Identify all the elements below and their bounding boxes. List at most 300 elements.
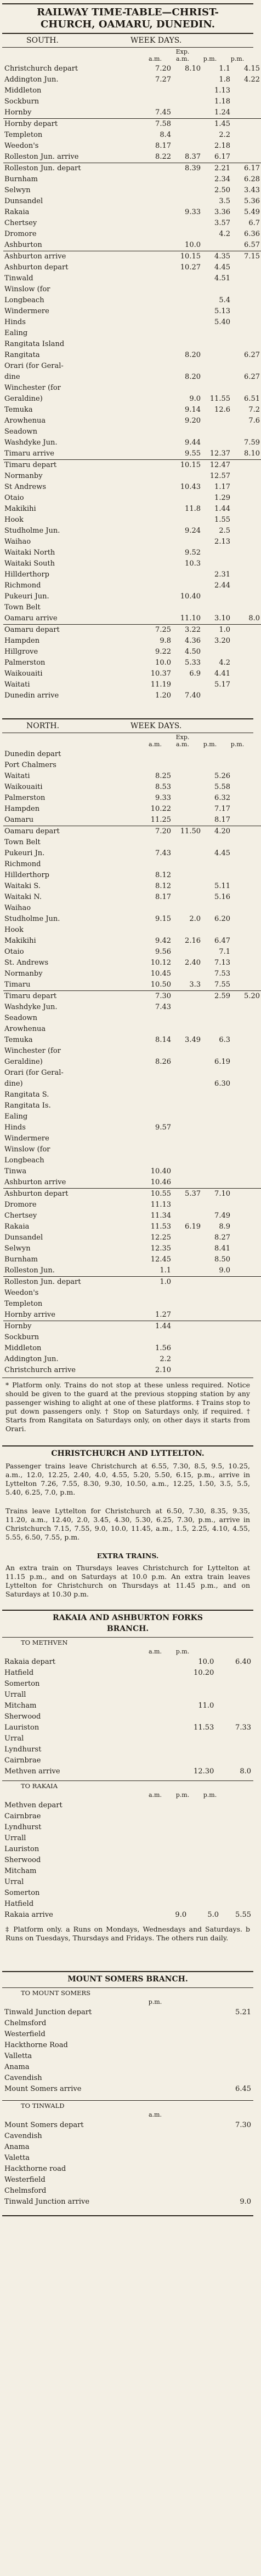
station-name: Valetta [4, 2154, 30, 2162]
departure-time [172, 229, 202, 240]
departure-time [220, 1844, 252, 1855]
departure-time [231, 383, 261, 394]
station-name: Lauriston [4, 1845, 39, 1853]
departure-time [231, 493, 261, 504]
station-name: Longbeach [4, 1156, 44, 1165]
departure-time: 10.15 [172, 460, 202, 471]
departure-time [143, 1100, 172, 1111]
departure-time [231, 647, 261, 658]
station-name: Arowhenua [4, 417, 46, 425]
departure-time [202, 1155, 231, 1166]
lyttelton-top-rule [2, 1445, 253, 1447]
table-row [3, 760, 261, 771]
departure-time [172, 1354, 202, 1365]
methven-column-headers [141, 1648, 251, 1657]
table-row [3, 64, 261, 74]
station-name: Winslow (for [4, 285, 50, 293]
departure-time [202, 1277, 231, 1288]
departure-time [155, 1844, 188, 1855]
departure-time [172, 107, 202, 119]
departure-time [231, 471, 261, 482]
departure-time [231, 881, 261, 892]
departure-time [220, 1877, 252, 1888]
departure-time: 11.34 [150, 1212, 171, 1220]
lyttelton-para-2: Trains leave Lyttelton for Christchurch at 6.50, 7.30, 8.35, 9.35, 11.20, a.m., 12.40, 2.0, 3.45, 4.30, 5.30, 6.25, 7.30, p.m., arrive in Christchurch 7.15, 7.55, 9.0, 10.0, 11.45, a.m., 1.5, 2.25, 4.10, 4.55, 5.55, 6.50, 7.55, p.m. [5, 1507, 250, 1541]
departure-time: 6.51 [244, 395, 260, 403]
table-row [3, 1155, 261, 1166]
table-row [3, 837, 261, 848]
station-name: Oamaru depart [3, 826, 143, 838]
table-row [3, 85, 261, 96]
station-name: Templeton [4, 131, 43, 139]
departure-time [202, 1177, 231, 1189]
departure-time [172, 771, 202, 782]
station-name: Geraldine) [4, 1058, 43, 1066]
departure-time [202, 1090, 231, 1100]
departure-time [202, 760, 231, 771]
departure-time: 10.0 [155, 659, 171, 667]
station-name: Middleton [4, 1344, 42, 1352]
station-name: Waitaki South [4, 560, 55, 568]
table-row [3, 163, 261, 175]
departure-time [143, 339, 172, 350]
rakaia-title-1: RAKAIA AND ASHBURTON FORKS [53, 1613, 203, 1622]
station-name: Hornby [4, 108, 32, 117]
departure-time [172, 1177, 202, 1189]
station-name: Cairnbrae [4, 1812, 41, 1820]
departure-time: 11.53 [150, 1223, 171, 1231]
table-row [3, 427, 261, 437]
station-name: Otaio [4, 948, 24, 956]
departure-time: 2.2 [219, 131, 230, 139]
departure-time: 9.33 [155, 794, 171, 802]
departure-time [202, 339, 231, 350]
departure-time [231, 591, 261, 602]
station-name: Rolleston Jun. depart [3, 163, 143, 175]
table-row [3, 2164, 252, 2175]
station-name: Dromore [4, 230, 37, 238]
departure-time: 11.25 [150, 816, 171, 824]
departure-time: 6.40 [235, 1658, 251, 1666]
departure-time: 11.19 [150, 681, 171, 689]
station-name: Hampden [4, 805, 40, 813]
departure-time [202, 1122, 231, 1133]
departure-time [231, 1155, 261, 1166]
departure-time [143, 361, 172, 372]
station-name: Temuka [4, 1036, 33, 1044]
station-name: Studholme Jun. [4, 915, 60, 923]
departure-time: 9.44 [185, 439, 201, 447]
departure-time [172, 1144, 202, 1155]
departure-time [215, 1679, 252, 1690]
departure-time [143, 1155, 172, 1166]
table-row [3, 870, 261, 881]
table-row [3, 1668, 252, 1679]
departure-time: 9.55 [185, 449, 201, 458]
departure-time: 11.55 [209, 395, 230, 403]
departure-time [231, 958, 261, 969]
table-row [3, 1833, 252, 1844]
departure-time [188, 1844, 220, 1855]
departure-time [172, 328, 202, 339]
station-name: Timaru arrive [4, 449, 54, 458]
departure-time [208, 2029, 252, 2040]
departure-time [143, 1013, 172, 1024]
station-name: Pukeuri Jn. [4, 849, 45, 857]
departure-time: 8.41 [214, 1244, 230, 1253]
tinwald-column-header [141, 2111, 251, 2120]
station-name: Cavendish [4, 2074, 42, 2082]
departure-time [231, 1254, 261, 1265]
table-row [3, 1002, 261, 1013]
departure-time: 5.40 [214, 318, 230, 326]
departure-time: 8.39 [172, 163, 202, 175]
departure-time: 7.58 [143, 119, 172, 130]
departure-time: 9.57 [155, 1123, 171, 1132]
departure-time [188, 1888, 220, 1899]
departure-time: 3.36 [214, 208, 230, 216]
departure-time [231, 548, 261, 558]
departure-time [172, 1166, 202, 1177]
departure-time: 5.21 [235, 2008, 251, 2016]
table-row [3, 991, 261, 1002]
departure-time [143, 427, 172, 437]
departure-time [143, 383, 172, 394]
station-name: St Andrews [4, 483, 47, 491]
station-name: St. Andrews [4, 959, 49, 967]
departure-time [202, 1166, 231, 1177]
departure-time: 4.50 [185, 648, 201, 656]
title-rule [2, 33, 253, 34]
departure-time [188, 1822, 220, 1833]
station-name: Lyndhurst [4, 1745, 42, 1754]
departure-time [231, 749, 261, 760]
departure-time [143, 96, 172, 107]
table-row [3, 1866, 252, 1877]
departure-time [143, 229, 172, 240]
table-row [3, 526, 261, 537]
departure-time [202, 437, 231, 448]
departure-time: 10.22 [150, 805, 171, 813]
departure-time [143, 1068, 172, 1079]
station-name: dine) [4, 1080, 23, 1088]
departure-time: 11.8 [185, 505, 201, 513]
departure-time: 8.17 [155, 893, 171, 901]
station-name: Sherwood [4, 1713, 41, 1721]
departure-time [172, 580, 202, 591]
mount-somers-timetable [3, 2007, 252, 2095]
departure-time [202, 383, 231, 394]
station-name: Longbeach [4, 296, 44, 304]
departure-time [231, 558, 261, 569]
departure-time [231, 130, 261, 141]
departure-time [202, 1144, 231, 1155]
column-header-bottom: a.m. [149, 741, 162, 748]
departure-time: 4.2 [219, 659, 230, 667]
table-row [3, 2142, 252, 2153]
departure-time [172, 471, 202, 482]
departure-time [231, 152, 261, 163]
table-row [3, 1068, 261, 1079]
table-row [3, 1899, 252, 1910]
departure-time [231, 870, 261, 881]
departure-time: 5.20 [231, 991, 261, 1002]
departure-time [202, 749, 231, 760]
departure-time [202, 859, 231, 870]
departure-time [172, 870, 202, 881]
table-row [3, 1133, 261, 1144]
south-dir-label: SOUTH. [26, 36, 59, 45]
column-header-bottom: p.m. [203, 55, 217, 62]
station-name: Palmerston [4, 794, 46, 802]
departure-time [172, 881, 202, 892]
departure-time [231, 1144, 261, 1155]
departure-time [202, 350, 231, 361]
to-mount-somers-text: TO MOUNT SOMERS [21, 1989, 91, 1997]
station-name: dine [4, 373, 20, 381]
departure-time [178, 1744, 215, 1755]
departure-time: 10.46 [150, 1178, 171, 1186]
departure-time: 12.25 [150, 1234, 171, 1242]
departure-time [231, 1035, 261, 1046]
departure-time: 7.27 [155, 76, 171, 84]
departure-time [231, 903, 261, 914]
departure-time [208, 2062, 252, 2073]
station-name: Rakaia depart [4, 1658, 56, 1666]
departure-time: 5.16 [214, 893, 230, 901]
station-name: Timaru depart [3, 991, 143, 1002]
departure-time [172, 1288, 202, 1299]
station-name: Dunedin depart [4, 750, 61, 758]
departure-time [143, 925, 172, 936]
station-name: Valletta [4, 2052, 32, 2060]
departure-time [143, 284, 172, 295]
departure-time: 7.30 [235, 2121, 251, 2129]
departure-time [202, 1354, 231, 1365]
departure-time [172, 1365, 202, 1376]
table-row [3, 1243, 261, 1254]
departure-time: 7.6 [248, 417, 260, 425]
departure-time [143, 591, 172, 602]
table-row [3, 273, 261, 284]
station-name: Christchurch arrive [4, 1366, 76, 1374]
to-methven-text: TO METHVEN [21, 1639, 68, 1646]
departure-time [143, 1288, 172, 1299]
station-name: Lauriston [4, 1724, 39, 1732]
table-row [3, 1090, 261, 1100]
table-row [3, 925, 261, 936]
departure-time: 12.45 [150, 1255, 171, 1264]
to-rakaia-text: TO RAKAIA [21, 1782, 58, 1790]
rakaia-notes: ‡ Platform only. a Runs on Mondays, Wednesdays and Saturdays. b Runs on Tuesdays, Thursdays and Fridays. The others run daily. [5, 1925, 250, 1942]
departure-time [231, 1343, 261, 1354]
departure-time: 3.22 [172, 625, 202, 636]
departure-time [172, 1111, 202, 1122]
departure-time: 4.2 [219, 230, 230, 238]
station-name: Hatfield [4, 1900, 34, 1908]
table-row [3, 1888, 252, 1899]
departure-time [172, 760, 202, 771]
rakaia-title-2: BRANCH. [106, 1624, 149, 1633]
station-name: Hillderthorp [4, 570, 49, 579]
departure-time: 6.19 [214, 1058, 230, 1066]
departure-time: 8.20 [185, 351, 201, 359]
table-row [3, 793, 261, 804]
departure-time: 6.20 [214, 915, 230, 923]
departure-time: 6.17 [214, 153, 230, 161]
departure-time [172, 1068, 202, 1079]
departure-time: 11.10 [180, 614, 201, 623]
column-header: p.m. [175, 1648, 190, 1655]
departure-time [155, 1811, 188, 1822]
departure-time [202, 1299, 231, 1310]
table-row [3, 207, 261, 218]
departure-time [188, 1866, 220, 1877]
departure-time: 10.45 [150, 970, 171, 978]
table-row [3, 1679, 252, 1690]
table-row [3, 969, 261, 979]
station-name: Middleton [4, 87, 42, 95]
departure-time [231, 460, 261, 471]
station-name: Somerton [4, 1889, 40, 1897]
departure-time [231, 96, 261, 107]
departure-time [208, 2153, 252, 2164]
station-name: Ashburton [4, 241, 42, 249]
departure-time: 8.0 [248, 614, 260, 623]
station-name: Orari (for Geral- [4, 362, 64, 370]
table-row [3, 1755, 252, 1766]
departure-time [231, 482, 261, 493]
table-row [3, 1343, 261, 1354]
departure-time: 2.0 [189, 915, 201, 923]
departure-time: 7.55 [214, 981, 230, 989]
table-row [3, 394, 261, 405]
departure-time: 12.37 [209, 449, 230, 458]
table-row [3, 1332, 261, 1343]
station-name: Seadown [4, 1014, 37, 1022]
departure-time [231, 317, 261, 328]
departure-time [220, 1800, 252, 1811]
table-row [3, 2073, 252, 2084]
station-name: Otaio [4, 494, 24, 502]
table-row [3, 437, 261, 448]
departure-time: 9.42 [155, 937, 171, 945]
table-row [3, 405, 261, 416]
departure-time [172, 218, 202, 229]
departure-time [143, 196, 172, 207]
departure-time: 1.45 [202, 119, 231, 130]
departure-time: 5.37 [172, 1189, 202, 1200]
station-name: Tinwald [4, 274, 33, 283]
station-name: Hillderthorp [4, 871, 49, 879]
departure-time [215, 1701, 252, 1711]
departure-time [231, 1221, 261, 1232]
departure-time: 6.32 [214, 794, 230, 802]
table-row [3, 613, 261, 625]
departure-time [231, 979, 261, 991]
departure-time [220, 1833, 252, 1844]
departure-time: 2.16 [185, 937, 201, 945]
departure-time: 6.7 [248, 219, 260, 227]
table-row [3, 1711, 252, 1722]
departure-time: 5.26 [214, 772, 230, 780]
departure-time: 1.20 [155, 691, 171, 700]
departure-time: 6.27 [244, 373, 260, 381]
column-header: a.m. [149, 1791, 162, 1799]
departure-time: 6.45 [235, 2085, 251, 2093]
table-row [3, 1035, 261, 1046]
departure-time: 1.0 [202, 625, 231, 636]
station-name: Rakaia [4, 1223, 30, 1231]
departure-time [202, 1024, 231, 1035]
departure-time: 1.1 [160, 1266, 171, 1275]
departure-time: 3.5 [219, 197, 230, 205]
departure-time [172, 969, 202, 979]
to-rakaia-rule [2, 1780, 253, 1781]
departure-time [215, 1690, 252, 1701]
north-top-rule [2, 718, 253, 719]
departure-time [231, 1166, 261, 1177]
departure-time [172, 859, 202, 870]
departure-time: 9.15 [155, 915, 171, 923]
departure-time [208, 2131, 252, 2142]
departure-time: 2.5 [219, 527, 230, 535]
station-name: Palmerston [4, 659, 46, 667]
departure-time [202, 328, 231, 339]
departure-time [143, 749, 172, 760]
table-row [3, 1310, 261, 1321]
departure-time [143, 207, 172, 218]
departure-time [172, 339, 202, 350]
departure-time [215, 1733, 252, 1744]
title-line-1: RAILWAY TIME-TABLE—CHRIST- [37, 7, 219, 18]
departure-time [143, 240, 172, 251]
table-row [3, 958, 261, 969]
station-name: Dunsandel [4, 1234, 43, 1242]
departure-time [172, 903, 202, 914]
table-row [3, 2175, 252, 2186]
departure-time: 7.33 [235, 1724, 251, 1732]
table-row [3, 979, 261, 991]
departure-time [231, 1200, 261, 1211]
departure-time [172, 1332, 202, 1343]
departure-time [231, 504, 261, 515]
station-name: Studholme Jun. [4, 527, 60, 535]
table-row [3, 1057, 261, 1068]
table-row [3, 1288, 261, 1299]
table-row [3, 1046, 261, 1057]
tinwald-timetable [3, 2120, 252, 2208]
departure-time [208, 2073, 252, 2084]
departure-time [231, 771, 261, 782]
departure-time [155, 1800, 188, 1811]
departure-time [172, 569, 202, 580]
table-row [3, 1766, 252, 1777]
departure-time [202, 284, 231, 295]
departure-time: 10.37 [150, 670, 171, 678]
table-row [3, 383, 261, 394]
departure-time: 12.30 [194, 1767, 214, 1776]
departure-time [231, 925, 261, 936]
departure-time [202, 1332, 231, 1343]
departure-time [231, 1177, 261, 1189]
departure-time [172, 1200, 202, 1211]
departure-time [220, 1888, 252, 1899]
station-name: Ashburton depart [3, 1189, 143, 1200]
departure-time [215, 1755, 252, 1766]
station-name: Chelmsford [4, 2187, 47, 2195]
departure-time [208, 2186, 252, 2197]
